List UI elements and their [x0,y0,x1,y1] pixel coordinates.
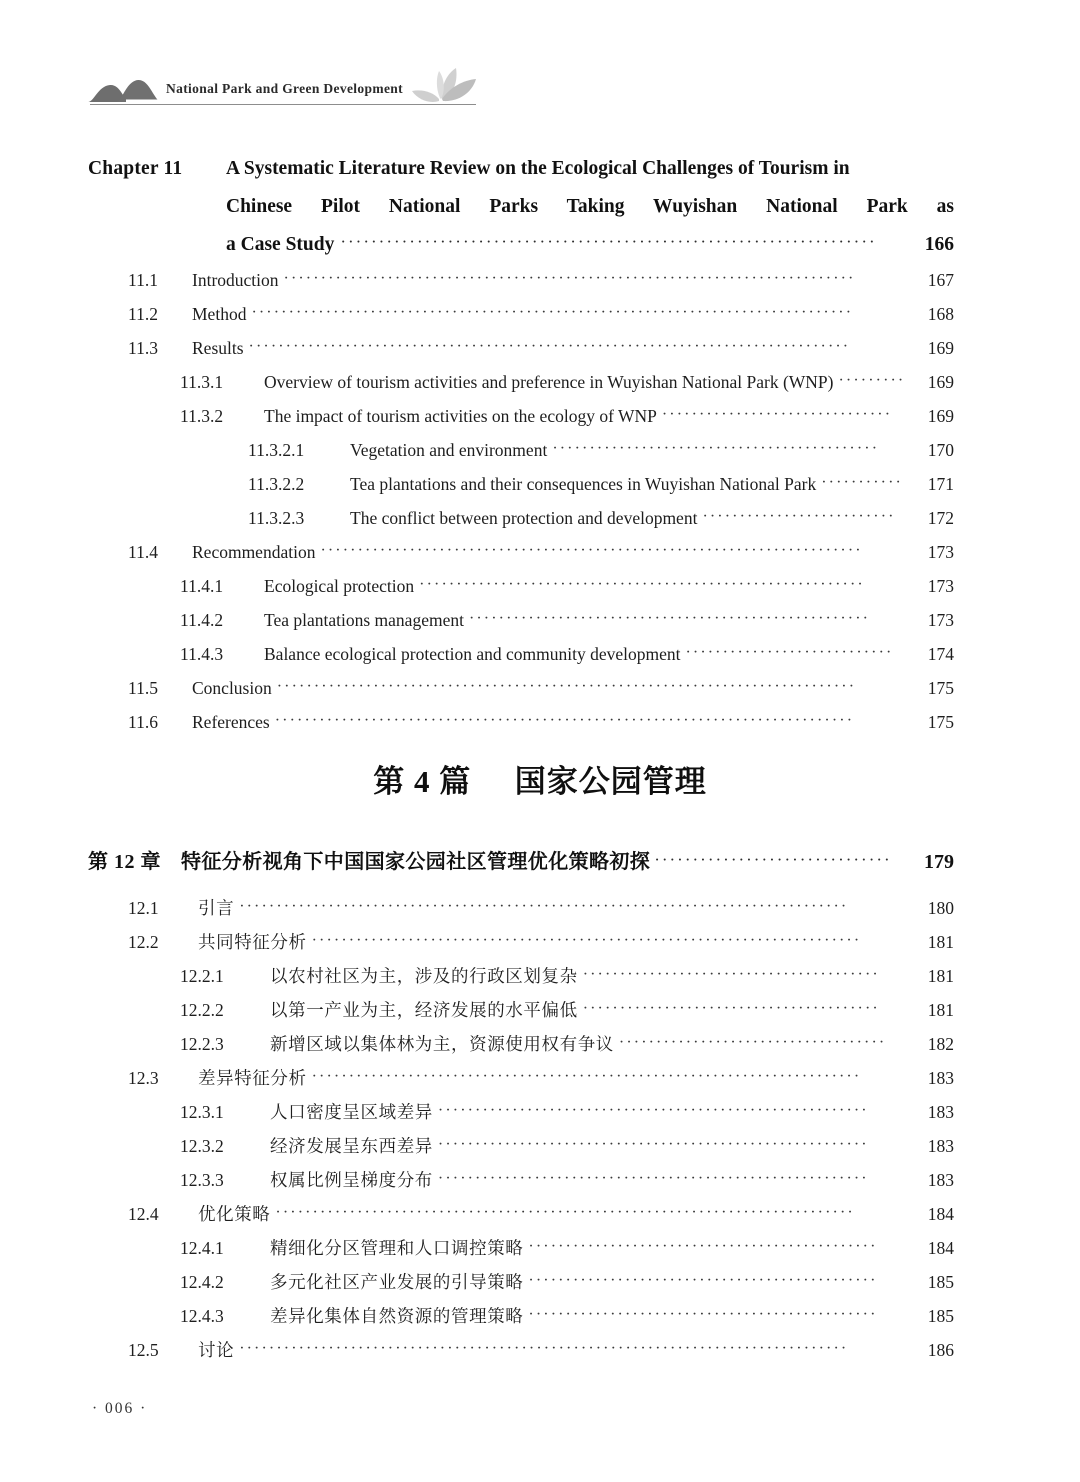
chapter-12-heading[interactable] [88,845,954,874]
toc-entry-number: 11.4 [128,542,158,562]
leader-dots: ······························· [654,850,892,869]
toc-entry-number: 11.3.2.2 [248,474,305,494]
toc-entry-page-number: 181 [927,1000,954,1020]
leaves-icon [406,65,480,114]
toc-entry[interactable] [88,536,954,570]
leader-dots: ·························································· [437,1136,869,1153]
toc-entry[interactable] [88,706,954,740]
toc-entry-number: 11.4.2 [180,610,224,630]
toc-entry[interactable] [88,672,954,706]
toc-entry-number: 12.3.1 [180,1102,224,1122]
toc-entry-number: 11.1 [128,270,158,290]
toc-entry[interactable] [88,1096,954,1130]
leader-dots: ············································································· [283,270,856,287]
leader-dots: ·············································································· [274,712,855,729]
toc-entry-number: 11.3 [128,338,158,358]
leader-dots: ··········· [821,474,903,491]
toc-entry-number: 11.4.3 [180,644,224,664]
toc-entry-number: 12.5 [128,1340,159,1360]
toc-entry-label: Ecological protection [264,576,415,596]
toc-entry-label: 引言 [198,898,235,918]
toc-entry[interactable] [88,604,954,638]
leader-dots: ·············································································· [275,1204,855,1221]
toc-entry-number: 11.2 [128,304,158,324]
leader-dots: ·············································································· [276,678,857,695]
leader-dots: ········································································· [320,542,863,559]
chapter-11-label: Chapter 11 [88,158,183,179]
toc-entry-page-number: 173 [927,542,954,562]
toc-entry-page-number: 181 [927,932,954,952]
toc-entry[interactable] [88,570,954,604]
leader-dots: ······························· [661,406,893,423]
toc-entry-page-number: 170 [927,440,954,460]
toc-entry-label: 多元化社区产业发展的引导策略 [270,1272,524,1292]
toc-entry-page-number: 183 [927,1170,954,1190]
toc-entry-label: 以第一产业为主，经济发展的水平偏低 [270,1000,578,1020]
toc-entry-page-number: 184 [927,1238,954,1258]
leader-dots: ········································ [582,1000,880,1017]
toc-entry-page-number: 167 [927,270,954,290]
toc-entry-label: 经济发展呈东西差异 [270,1136,433,1156]
leader-dots: ········· [838,372,906,389]
toc-entry-label: 以农村社区为主，涉及的行政区划复杂 [270,966,578,986]
toc-entry[interactable] [88,366,954,400]
chapter-11-heading[interactable] [88,150,954,264]
toc-entry-number: 12.3 [128,1068,159,1088]
toc-entry-number: 12.3.3 [180,1170,224,1190]
toc-entry-number: 12.2.3 [180,1034,224,1054]
leader-dots: ···························· [685,644,894,661]
toc-entry-label: 权属比例呈梯度分布 [270,1170,433,1190]
part-divider-number: 第 4 篇 [373,764,472,799]
toc-entry-label: Introduction [192,270,279,290]
toc-entry[interactable] [88,1334,954,1368]
toc-entry-number: 12.4.1 [180,1238,224,1258]
leader-dots: ·········································································· [311,1068,862,1085]
toc-entry-label: The conflict between protection and development [350,508,698,528]
toc-entry[interactable] [88,468,954,502]
toc-entry-page-number: 173 [927,610,954,630]
leader-dots: ············································ [552,440,880,457]
toc-entry[interactable] [88,892,954,926]
toc-entry-number: 11.3.2.1 [248,440,305,460]
toc-entry[interactable] [88,434,954,468]
toc-entry[interactable] [88,1266,954,1300]
running-header-title: National Park and Green Development [166,81,403,96]
toc-entry-page-number: 181 [927,966,954,986]
running-header [88,68,488,114]
toc-entry-page-number: 186 [927,1340,954,1360]
toc-entry[interactable] [88,400,954,434]
leader-dots: ·················································································· [239,1340,849,1357]
toc-entry-label: Tea plantations and their consequences in Wuyishan National Park [350,474,817,494]
toc-entry-label: 共同特征分析 [198,932,307,952]
toc-entry-label: 差异化集体自然资源的管理策略 [270,1306,524,1326]
toc-entry-label: The impact of tourism activities on the ecology of WNP [264,406,657,426]
leader-dots: ·················································································· [239,898,849,915]
toc-entry-number: 12.3.2 [180,1136,224,1156]
toc-entry-label: 优化策略 [198,1204,271,1224]
toc-entry-page-number: 169 [927,338,954,358]
leader-dots: ················································································· [248,338,851,355]
toc-entry[interactable] [88,960,954,994]
toc-entry-number: 12.4.2 [180,1272,224,1292]
toc-entry-number: 11.5 [128,678,158,698]
leader-dots: ········································ [582,966,880,983]
toc-entry[interactable] [88,1062,954,1096]
leader-dots: ······················································ [468,610,871,627]
chapter-11-heading-line-2 [88,188,954,226]
toc-entry-number: 11.3.2 [180,406,224,426]
toc-entry[interactable] [88,332,954,366]
toc-entry-page-number: 183 [927,1136,954,1156]
toc-entry-page-number: 185 [927,1306,954,1326]
chapter-11-page-number: 166 [924,234,954,255]
chapter-11-title-line-1: A Systematic Literature Review on the Ecological Challenges of Tourism in [226,158,850,179]
toc-entry-number: 11.3.1 [180,372,224,392]
toc-entry[interactable] [88,264,954,298]
part-divider-title: 国家公园管理 [514,764,707,799]
toc-entry[interactable] [88,1130,954,1164]
toc-entry-label: 差异特征分析 [198,1068,307,1088]
toc-entry-number: 12.2.2 [180,1000,224,1020]
toc-entry-label: Balance ecological protection and community development [264,644,681,664]
toc-entry-page-number: 173 [927,576,954,596]
toc-entry-number: 11.4.1 [180,576,224,596]
chapter-11-title-line-3: a Case Study [226,234,335,255]
toc-entry-label: 新增区域以集体林为主，资源使用权有争议 [270,1034,614,1054]
toc-entry[interactable] [88,1028,954,1062]
chapter-11-heading-line-3 [88,226,954,264]
page-folio: · 006 · [92,1400,148,1417]
toc-list-chapter-11 [88,264,954,740]
toc-entry-page-number: 184 [927,1204,954,1224]
toc-list-chapter-12 [88,892,954,1368]
toc-entry[interactable] [88,638,954,672]
leader-dots: ···························································· [419,576,865,593]
toc-entry-page-number: 168 [927,304,954,324]
leader-dots: ·········································································· [311,932,862,949]
toc-entry-label: Conclusion [192,678,272,698]
chapter-12-label: 第 12 章 [88,851,161,873]
toc-entry-number: 12.4.3 [180,1306,224,1326]
leader-dots: ······································································ [340,232,877,251]
toc-entry[interactable] [88,298,954,332]
toc-entry-page-number: 174 [927,644,954,664]
toc-entry-page-number: 171 [927,474,954,494]
leader-dots: ·························································· [437,1170,869,1187]
toc-entry[interactable] [88,1300,954,1334]
toc-entry-number: 12.2 [128,932,159,952]
toc-entry[interactable] [88,1232,954,1266]
toc-entry-page-number: 183 [927,1068,954,1088]
toc-entry-page-number: 185 [927,1272,954,1292]
toc-entry-page-number: 172 [927,508,954,528]
toc-entry[interactable] [88,994,954,1028]
toc-entry-label: References [192,712,270,732]
toc-entry[interactable] [88,1198,954,1232]
header-rule [90,104,476,105]
leader-dots: ··············································· [528,1306,878,1323]
chapter-11-title-line-2: Chinese Pilot National Parks Taking Wuyishan National Park as [226,196,954,217]
toc-entry-page-number: 175 [927,712,954,732]
toc-entry-page-number: 169 [927,372,954,392]
toc-entry-label: Results [192,338,244,358]
toc-entry[interactable] [88,1164,954,1198]
toc-entry-number: 12.1 [128,898,159,918]
toc-entry-page-number: 183 [927,1102,954,1122]
chapter-12-page-number: 179 [924,851,954,873]
toc-entry-label: Vegetation and environment [350,440,548,460]
toc-entry-label: 讨论 [198,1340,235,1360]
toc-entry-number: 12.4 [128,1204,159,1224]
part-divider-heading [0,756,1080,801]
toc-entry-page-number: 169 [927,406,954,426]
toc-entry-label: Overview of tourism activities and preference in Wuyishan National Park (WNP) [264,372,834,392]
toc-entry[interactable] [88,926,954,960]
leader-dots: ···································· [618,1034,887,1051]
toc-entry-number: 12.2.1 [180,966,224,986]
leader-dots: ·························································· [437,1102,869,1119]
chapter-11-heading-line-1 [88,150,954,188]
toc-entry-label: 精细化分区管理和人口调控策略 [270,1238,524,1258]
toc-entry[interactable] [88,502,954,536]
leader-dots: ··············································· [528,1238,878,1255]
toc-entry-number: 11.6 [128,712,158,732]
toc-entry-label: Recommendation [192,542,316,562]
toc-entry-page-number: 182 [927,1034,954,1054]
toc-entry-label: Method [192,304,247,324]
chapter-12-title: 特征分析视角下中国国家公园社区管理优化策略初探 [181,851,651,873]
toc-entry-label: 人口密度呈区域差异 [270,1102,433,1122]
toc-entry-number: 11.3.2.3 [248,508,305,528]
leader-dots: ·························· [702,508,896,525]
toc-entry-page-number: 180 [927,898,954,918]
toc-entry-page-number: 175 [927,678,954,698]
leader-dots: ··············································· [528,1272,878,1289]
toc-entry-label: Tea plantations management [264,610,464,630]
leader-dots: ················································································· [251,304,854,321]
